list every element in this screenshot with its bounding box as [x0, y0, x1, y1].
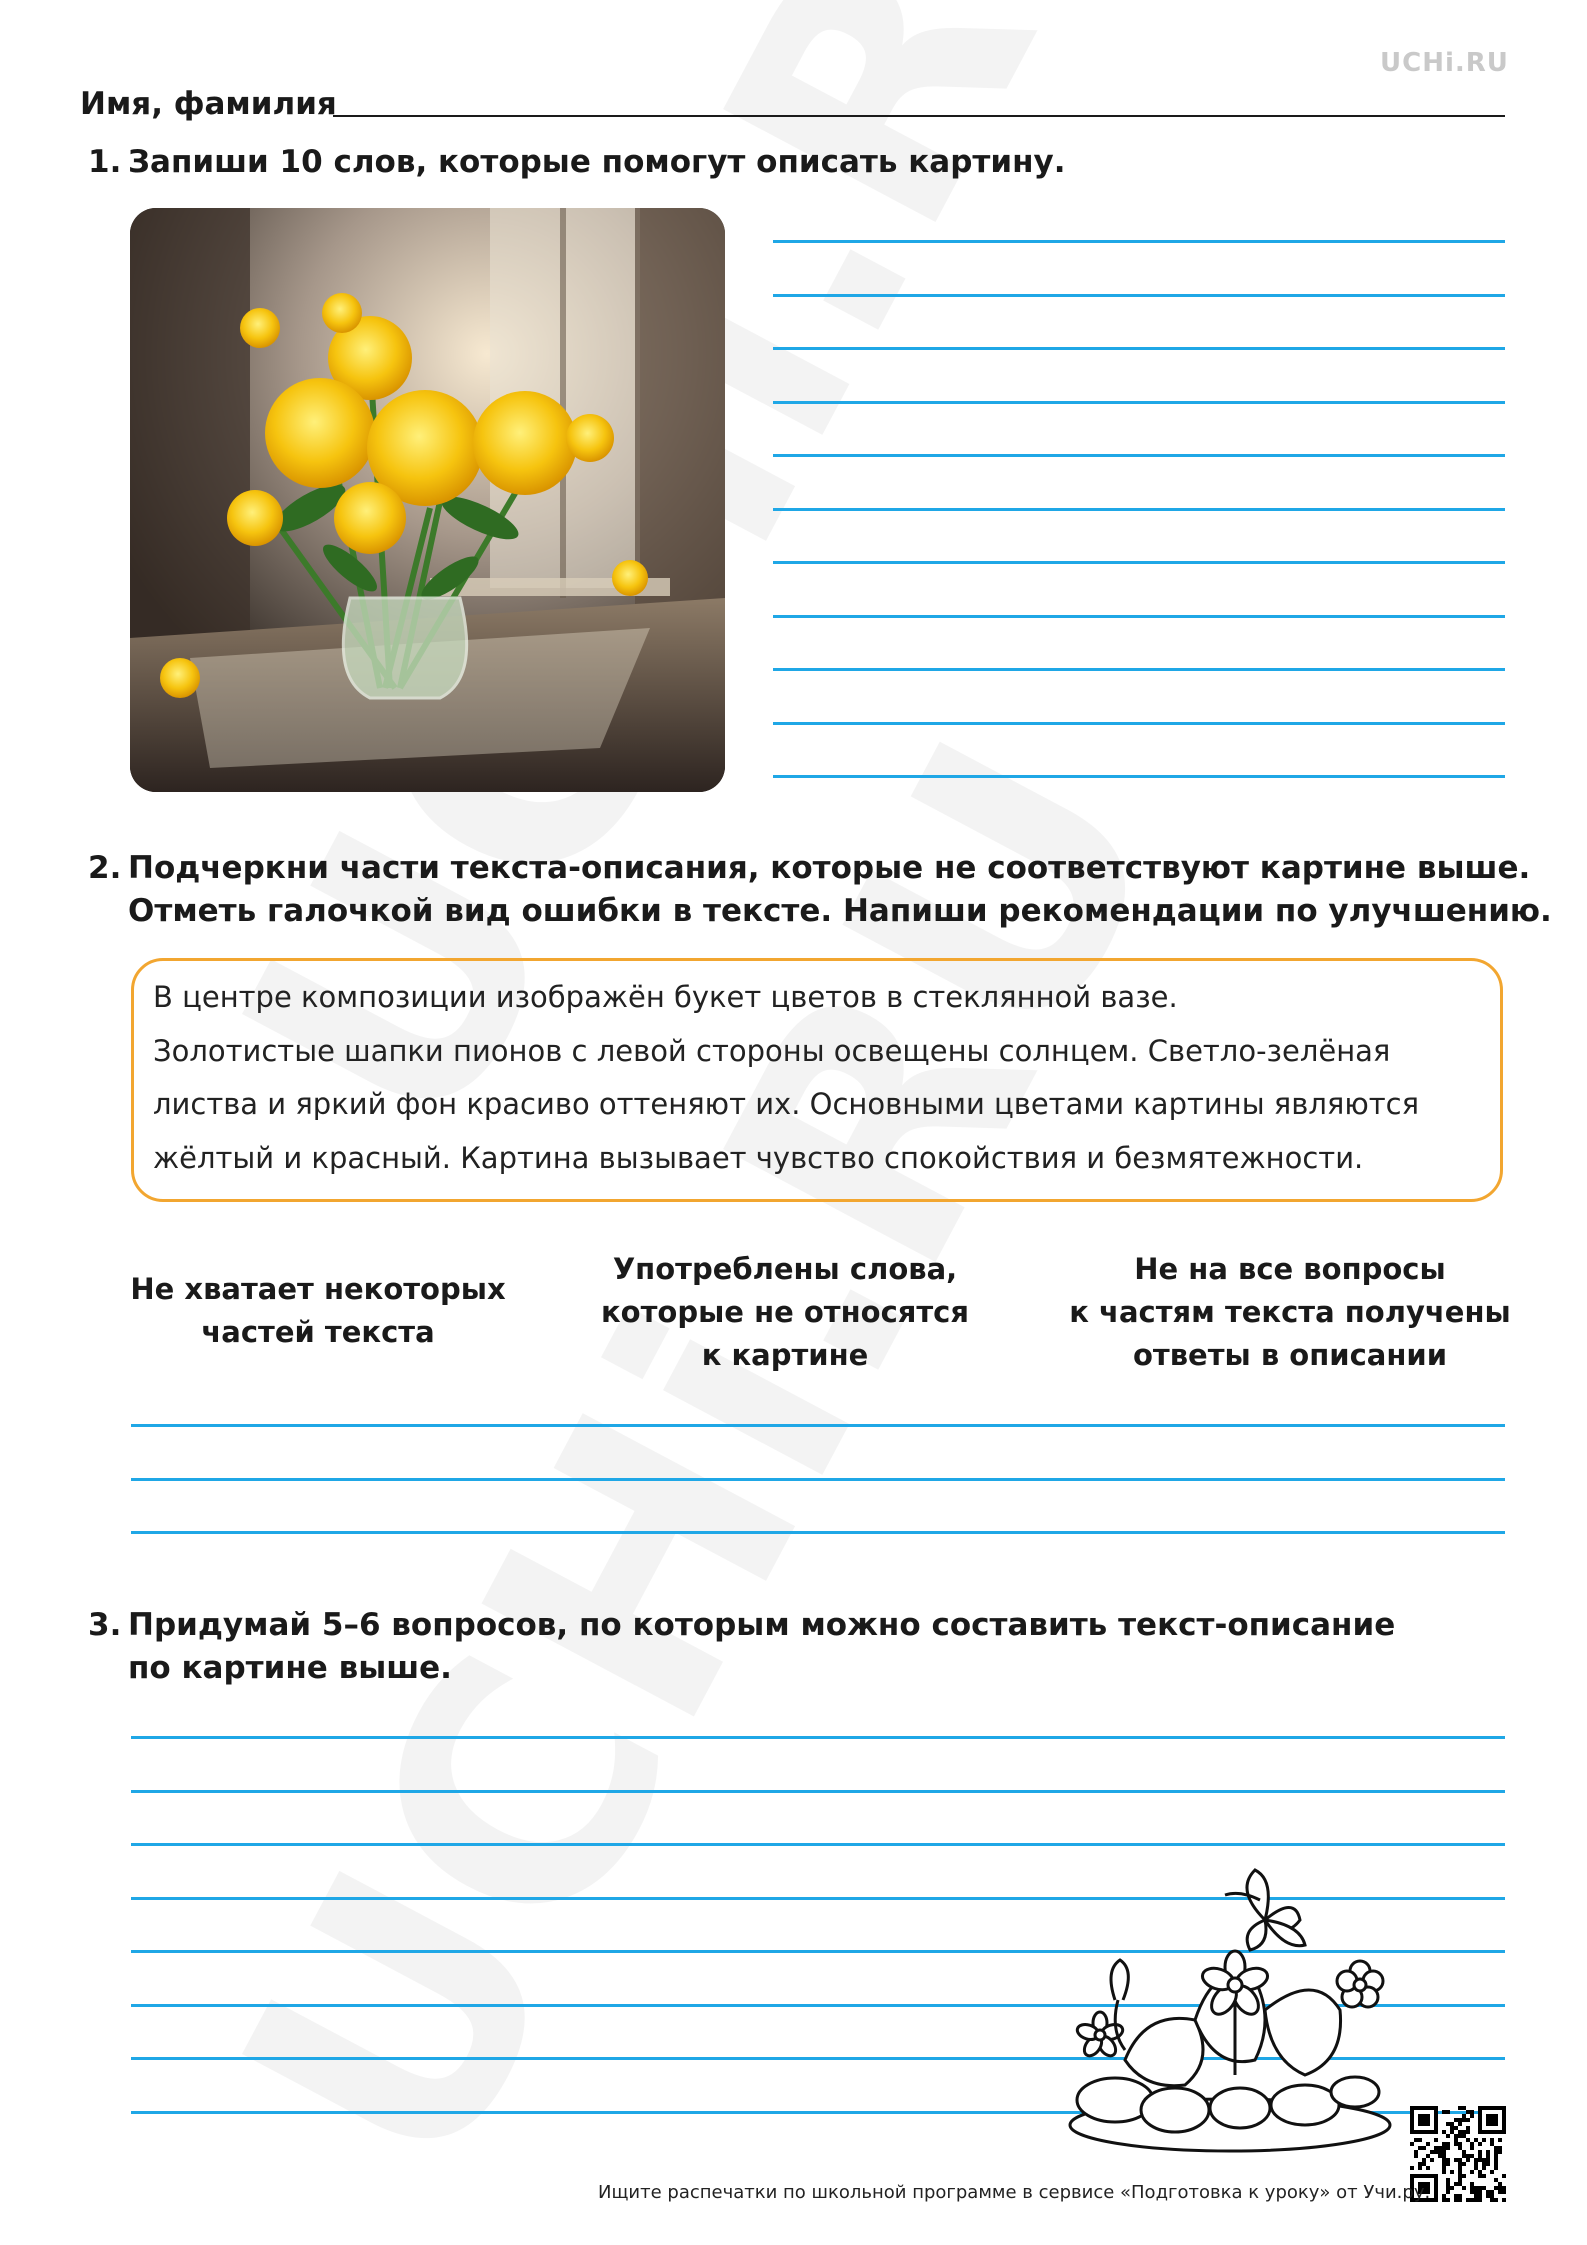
writing-line[interactable] [773, 454, 1505, 457]
task-3 [0, 1604, 1587, 1690]
option-line: к частям текста получены [1069, 1295, 1511, 1329]
description-line[interactable]: В центре композиции изображён букет цветов в стеклянной вазе. [153, 980, 1178, 1014]
writing-line[interactable] [773, 347, 1505, 350]
name-label: Имя, фамилия [80, 86, 337, 122]
option-line: Не хватает некоторых [130, 1272, 506, 1306]
writing-line[interactable] [773, 722, 1505, 725]
writing-line[interactable] [131, 1478, 1505, 1481]
description-line[interactable]: Золотистые шапки пионов с левой стороны освещены солнцем. Светло-зелёная [153, 1034, 1391, 1068]
option-line: Употреблены слова, [612, 1252, 958, 1286]
writing-line[interactable] [773, 240, 1505, 243]
option-line: Не на все вопросы [1134, 1252, 1446, 1286]
writing-line[interactable] [131, 1843, 1505, 1846]
footer-text: Ищите распечатки по школьной программе в сервисе «Подготовка к уроку» от Учи.ру. [598, 2182, 1431, 2203]
task-2-number: 2. [88, 850, 122, 886]
writing-line[interactable] [773, 615, 1505, 618]
error-option-unanswered-questions[interactable] [1040, 1248, 1540, 1377]
brand-logo: UCHi.RU [1380, 48, 1509, 78]
task-3-line-1: Придумай 5–6 вопросов, по которым можно составить текст-описание [128, 1607, 1396, 1643]
writing-line[interactable] [131, 1736, 1505, 1739]
option-line: к картине [701, 1338, 869, 1372]
task-3-line-2: по картине выше. [128, 1650, 452, 1686]
flower-garden-illustration [1055, 1860, 1395, 2160]
option-line: частей текста [201, 1315, 435, 1349]
task-3-number: 3. [88, 1607, 122, 1643]
name-input-line[interactable] [333, 115, 1505, 117]
writing-line[interactable] [131, 1424, 1505, 1427]
writing-line[interactable] [773, 668, 1505, 671]
flowers-photo [130, 208, 725, 792]
task-1-text: Запиши 10 слов, которые помогут описать картину. [128, 144, 1066, 180]
description-line[interactable]: листва и яркий фон красиво оттеняют их. Основными цветами картины являются [153, 1087, 1420, 1121]
writing-line[interactable] [773, 508, 1505, 511]
description-line[interactable]: жёлтый и красный. Картина вызывает чувство спокойствия и безмятежности. [153, 1141, 1364, 1175]
writing-line[interactable] [131, 1531, 1505, 1534]
option-line: которые не относятся [600, 1295, 969, 1329]
task-2-line-1: Подчеркни части текста-описания, которые не соответствуют картине выше. [128, 850, 1531, 886]
writing-line[interactable] [773, 401, 1505, 404]
task-1 [0, 141, 1587, 184]
writing-line[interactable] [773, 775, 1505, 778]
task-1-number: 1. [88, 144, 122, 180]
writing-line[interactable] [131, 1790, 1505, 1793]
writing-line[interactable] [773, 294, 1505, 297]
option-line: ответы в описании [1132, 1338, 1448, 1372]
writing-line[interactable] [773, 561, 1505, 564]
task-2 [0, 847, 1587, 933]
error-option-irrelevant-words[interactable] [585, 1248, 985, 1377]
task-2-line-2: Отметь галочкой вид ошибки в тексте. Напиши рекомендации по улучшению. [128, 893, 1552, 929]
error-option-missing-parts[interactable] [118, 1268, 518, 1354]
